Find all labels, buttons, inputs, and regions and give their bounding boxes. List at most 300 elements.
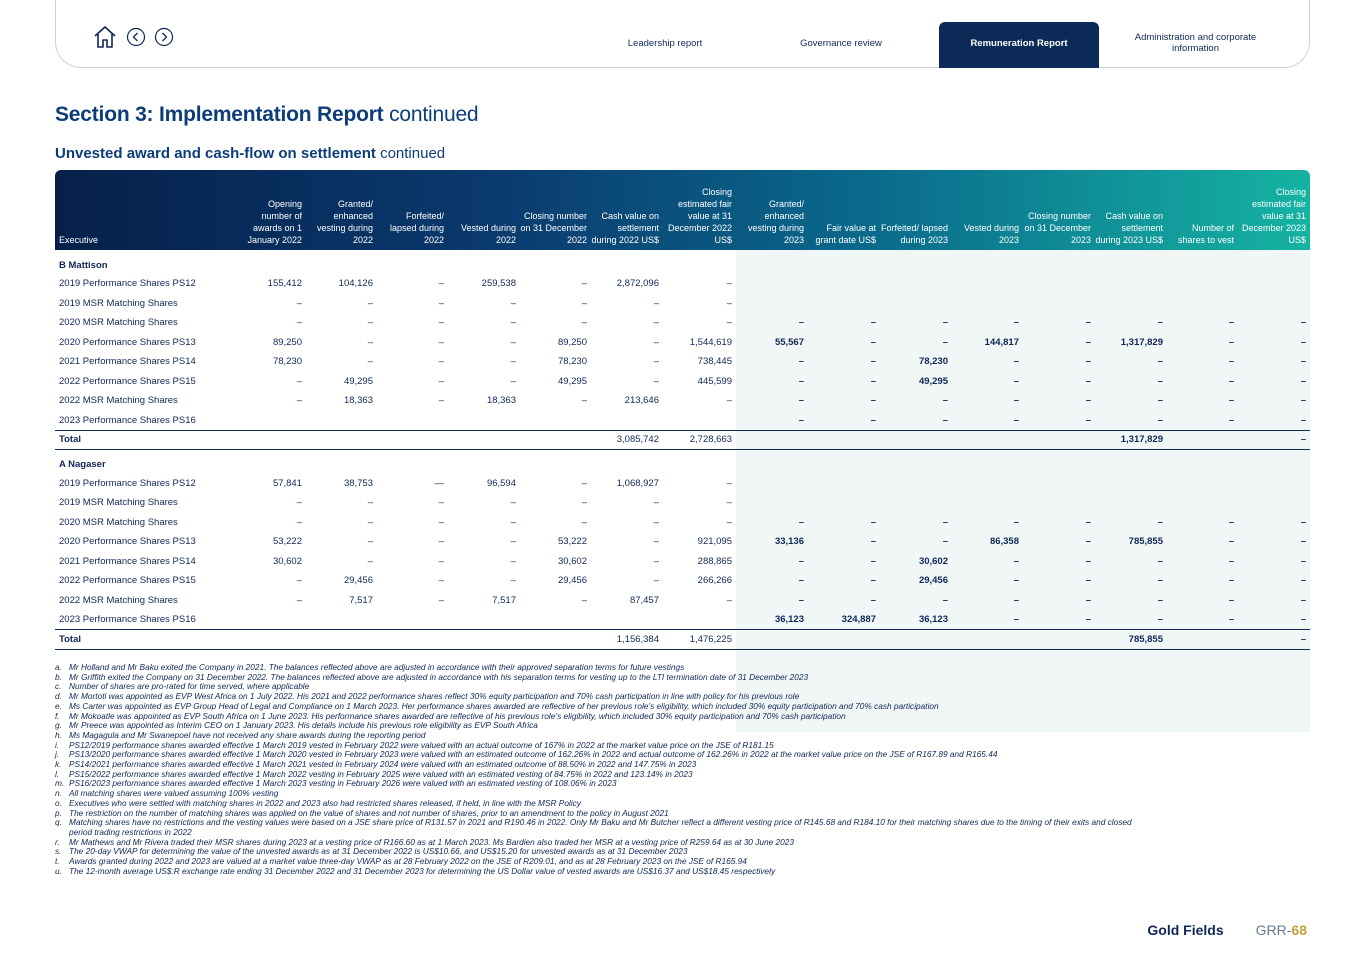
footnote-key: c. bbox=[55, 681, 62, 692]
footnote-text: Mr Mathews and Mr Rivera traded their MSR shares during 2023 at a vesting price of R166.60 as at 1 March 2023. Ms Bardien also traded her MSR at a vesting price of R259.64 as at 30 June 2023 bbox=[69, 836, 794, 847]
table-cell bbox=[1095, 493, 1167, 513]
column-header: Granted/ enhanced vesting during 2022 bbox=[316, 199, 373, 245]
table-cell bbox=[808, 294, 880, 314]
table-cell: – bbox=[726, 516, 732, 528]
footnote-text: Mr Griffith exited the Company on 31 December 2022. The balances reflected above are adjusted in accordance with his separation terms for vesting up to the LTI termination date of 31 December 2023 bbox=[69, 671, 809, 682]
table-cell: – bbox=[1228, 356, 1234, 368]
table-cell bbox=[952, 493, 1023, 513]
table-cell: 259,538 bbox=[481, 278, 516, 290]
top-navigation bbox=[55, 0, 1310, 68]
table-cell bbox=[952, 474, 1023, 494]
table-cell: – bbox=[870, 395, 876, 407]
table-cell: – bbox=[438, 395, 444, 407]
table-cell: – bbox=[581, 497, 587, 509]
table-cell: 78,230 bbox=[272, 356, 302, 368]
table-cell: 57,841 bbox=[272, 477, 302, 489]
table-body bbox=[55, 250, 1310, 649]
table-cell: – bbox=[653, 555, 659, 567]
footnote-text: The 12-month average US$:R exchange rate ending 31 December 2022 and 31 December 2023 for determining the US Dollar value of vested awards are US$16.37 and US$18.45 respectively bbox=[69, 865, 776, 876]
table-cell: – bbox=[510, 516, 516, 528]
table-cell: – bbox=[1300, 516, 1306, 528]
table-cell: – bbox=[653, 297, 659, 309]
footnote-text: All matching shares were valued assuming 100% vesting bbox=[69, 788, 279, 799]
table-cell: – bbox=[296, 516, 302, 528]
table-cell bbox=[1167, 474, 1238, 494]
table-cell: – bbox=[1300, 336, 1306, 348]
footnote-text: PS14/2021 performance shares awarded effective 1 March 2021 vested in February 2024 were valued with an estimated outcome of 88.50% in 2022 and 147.75% in 2023 bbox=[69, 759, 697, 770]
executive-section-row bbox=[55, 250, 1310, 274]
table-cell: – bbox=[1085, 356, 1091, 368]
table-cell: – bbox=[1157, 414, 1163, 426]
table-cell: – bbox=[1157, 356, 1163, 368]
total-cell bbox=[880, 430, 952, 450]
table-cell: – bbox=[942, 516, 948, 528]
total-cell bbox=[736, 430, 808, 450]
table-cell bbox=[1095, 274, 1167, 294]
table-cell: – bbox=[510, 336, 516, 348]
table-cell bbox=[880, 274, 952, 294]
total-label: Total bbox=[55, 430, 239, 450]
table-cell: 49,295 bbox=[557, 375, 587, 387]
table-header-row bbox=[55, 170, 1310, 250]
table-cell: 55,567 bbox=[774, 336, 804, 348]
table-cell bbox=[736, 274, 808, 294]
footnote-key: q. bbox=[55, 817, 62, 828]
table-cell: – bbox=[942, 594, 948, 606]
table-cell: – bbox=[653, 497, 659, 509]
table-cell: – bbox=[581, 317, 587, 329]
footnote-text: Mr Holland and Mr Baku exited the Company in 2021. The balances reflected above are adjusted in accordance with their approved separation terms for future vestings bbox=[69, 662, 685, 672]
table-cell: 53,222 bbox=[557, 536, 587, 548]
table-row bbox=[55, 513, 1310, 533]
table-cell bbox=[377, 610, 448, 630]
table-cell: – bbox=[870, 594, 876, 606]
table-cell: – bbox=[798, 356, 804, 368]
executive-name: A Nagaser bbox=[59, 459, 106, 471]
home-icon[interactable] bbox=[92, 24, 118, 50]
table-cell bbox=[448, 411, 520, 431]
table-cell: – bbox=[1157, 395, 1163, 407]
table-cell: – bbox=[870, 555, 876, 567]
table-cell: 36,123 bbox=[774, 614, 804, 625]
table-cell: 89,250 bbox=[557, 336, 587, 348]
table-cell: – bbox=[653, 516, 659, 528]
page-title: Section 3: Implementation Report continued bbox=[55, 103, 479, 126]
table-cell: – bbox=[1228, 375, 1234, 387]
table-cell: – bbox=[653, 336, 659, 348]
table-cell: – bbox=[1300, 414, 1306, 426]
total-label: Total bbox=[55, 630, 239, 650]
table-cell: – bbox=[510, 317, 516, 329]
total-cell: 1,156,384 bbox=[591, 630, 663, 650]
table-row bbox=[55, 313, 1310, 333]
table-cell: – bbox=[367, 356, 373, 368]
table-cell: – bbox=[1300, 375, 1306, 387]
table-cell: – bbox=[581, 395, 587, 407]
total-cell bbox=[952, 630, 1023, 650]
column-header: Closing estimated fair value at 31 December 2022 US$ bbox=[667, 187, 732, 245]
table-cell: – bbox=[1228, 575, 1234, 587]
table-cell: – bbox=[1228, 555, 1234, 567]
award-name: 2021 Performance Shares PS14 bbox=[59, 555, 196, 567]
table-cell: – bbox=[1085, 575, 1091, 587]
footnote-key: h. bbox=[55, 729, 62, 740]
table-cell: – bbox=[581, 297, 587, 309]
table-cell: – bbox=[438, 375, 444, 387]
footnote-text: Executives who were settled with matching shares in 2022 and 2023 also had restricted shares released, if held, in line with the MSR Policy bbox=[69, 797, 581, 808]
table-cell: – bbox=[870, 375, 876, 387]
total-cell bbox=[1023, 630, 1095, 650]
table-cell: – bbox=[1157, 516, 1163, 528]
table-cell bbox=[736, 493, 808, 513]
table-cell: – bbox=[438, 555, 444, 567]
footnote-text: PS16/2023 performance shares awarded effective 1 March 2023 vesting in February 2026 were valued with an estimated vesting of 108.06% in 2023 bbox=[69, 778, 617, 789]
table-cell bbox=[520, 610, 591, 630]
table-cell: – bbox=[1157, 575, 1163, 587]
table-cell: – bbox=[367, 536, 373, 548]
footnote bbox=[55, 818, 1155, 837]
table-row bbox=[55, 274, 1310, 294]
table-cell: – bbox=[581, 594, 587, 606]
column-header: Forfeited/ lapsed during 2023 bbox=[880, 223, 948, 245]
table-cell: – bbox=[1013, 414, 1019, 426]
nav-icons bbox=[92, 24, 174, 50]
award-name: 2019 Performance Shares PS12 bbox=[59, 477, 196, 489]
award-name: 2022 Performance Shares PS15 bbox=[59, 575, 196, 587]
table-row bbox=[55, 610, 1310, 630]
table-cell: – bbox=[1228, 614, 1234, 625]
tab-leadership-report[interactable]: Leadership report bbox=[627, 37, 703, 49]
table-cell: – bbox=[726, 395, 732, 407]
tab-governance-review[interactable]: Governance review bbox=[800, 37, 882, 49]
table-cell: – bbox=[438, 297, 444, 309]
table-row bbox=[55, 552, 1310, 572]
table-row bbox=[55, 372, 1310, 392]
table-cell: – bbox=[798, 516, 804, 528]
table-cell bbox=[448, 610, 520, 630]
table-cell: 266,266 bbox=[697, 575, 732, 587]
table-cell bbox=[808, 274, 880, 294]
table-cell bbox=[591, 610, 663, 630]
table-cell: – bbox=[296, 497, 302, 509]
footnote-text: PS13/2020 performance shares awarded effective 1 March 2020 vested in February 2023 were valued with an estimated outcome of 162.26% in 2022 and actual outcome of 162.26% in 2022 at the market value price on the JSE of R167.89 and R165.44 bbox=[69, 749, 998, 760]
table-cell bbox=[808, 493, 880, 513]
table-cell: – bbox=[438, 356, 444, 368]
total-cell bbox=[448, 430, 520, 450]
table-cell bbox=[239, 411, 306, 431]
table-cell: 921,095 bbox=[697, 536, 732, 548]
table-cell: – bbox=[438, 278, 444, 290]
total-cell bbox=[880, 630, 952, 650]
table-cell: 30,602 bbox=[918, 555, 948, 567]
table-cell: – bbox=[942, 536, 948, 548]
table-row bbox=[55, 571, 1310, 591]
page-footer bbox=[1147, 922, 1307, 938]
table-cell bbox=[952, 274, 1023, 294]
table-cell: 213,646 bbox=[624, 395, 659, 407]
total-cell bbox=[306, 430, 377, 450]
table-row bbox=[55, 591, 1310, 611]
tab-remuneration-report[interactable]: Remuneration Report bbox=[939, 22, 1099, 64]
table-cell: – bbox=[367, 555, 373, 567]
table-cell: 78,230 bbox=[918, 356, 948, 368]
table-cell: – bbox=[296, 575, 302, 587]
award-name: 2022 MSR Matching Shares bbox=[59, 395, 178, 407]
table-cell: – bbox=[1085, 395, 1091, 407]
table-cell: – bbox=[510, 297, 516, 309]
table-cell bbox=[306, 610, 377, 630]
table-cell: 29,456 bbox=[343, 575, 373, 587]
table-cell: 7,517 bbox=[492, 594, 516, 606]
footnote-text: Number of shares are pro-rated for time served, where applicable bbox=[69, 681, 310, 692]
tab-administration[interactable]: Administration and corporate information bbox=[1134, 32, 1257, 54]
footnote-text: Ms Magagula and Mr Swanepoel have not received any share awards during the reporting period bbox=[69, 729, 426, 740]
footnote-key: k. bbox=[55, 759, 62, 770]
table-row bbox=[55, 474, 1310, 494]
table-cell: 785,855 bbox=[1128, 536, 1163, 548]
table-cell: – bbox=[726, 477, 732, 489]
table-cell: – bbox=[1013, 614, 1019, 625]
table-cell: – bbox=[438, 536, 444, 548]
footnote-key: u. bbox=[55, 865, 62, 876]
table-cell: – bbox=[367, 317, 373, 329]
footnote-key: g. bbox=[55, 720, 62, 731]
table-cell: – bbox=[1157, 375, 1163, 387]
table-cell: – bbox=[798, 317, 804, 329]
table-cell: 738,445 bbox=[697, 356, 732, 368]
column-header: Closing number on 31 December 2023 bbox=[1024, 211, 1091, 245]
footnote-key: j. bbox=[55, 749, 60, 760]
table-cell: 49,295 bbox=[918, 375, 948, 387]
page-number: GRR-68 bbox=[1255, 922, 1307, 938]
total-cell bbox=[520, 430, 591, 450]
brand-name: Gold Fields bbox=[1147, 922, 1224, 938]
table-cell: – bbox=[1085, 414, 1091, 426]
table-cell: 18,363 bbox=[486, 395, 516, 407]
awards-table bbox=[55, 170, 1310, 650]
table-cell: – bbox=[1300, 317, 1306, 329]
table-cell: – bbox=[798, 594, 804, 606]
total-cell: – bbox=[1238, 630, 1310, 650]
table-cell bbox=[1167, 274, 1238, 294]
table-cell: – bbox=[296, 375, 302, 387]
total-cell bbox=[448, 630, 520, 650]
table-cell bbox=[239, 610, 306, 630]
table-cell: – bbox=[870, 336, 876, 348]
table-cell: – bbox=[1157, 317, 1163, 329]
table-cell: 33,136 bbox=[774, 536, 804, 548]
column-header: Executive bbox=[59, 235, 99, 245]
footnotes bbox=[55, 663, 1155, 876]
table-cell: 29,456 bbox=[918, 575, 948, 587]
table-cell: 1,317,829 bbox=[1120, 336, 1163, 348]
table-cell: – bbox=[581, 516, 587, 528]
total-cell bbox=[520, 630, 591, 650]
table-cell: 104,126 bbox=[338, 278, 373, 290]
footnote-key: r. bbox=[55, 836, 60, 847]
section-subtitle: Unvested award and cash-flow on settlement continued bbox=[55, 145, 446, 162]
table-cell bbox=[880, 474, 952, 494]
footnote-text: Mr Preece was appointed as Interim CEO on 1 January 2023. His details include his previous role eligibility as EVP South Africa bbox=[69, 720, 538, 731]
footnote-key: p. bbox=[55, 807, 62, 818]
table-cell: – bbox=[438, 575, 444, 587]
award-name: 2020 MSR Matching Shares bbox=[59, 516, 178, 528]
table-cell: – bbox=[1085, 317, 1091, 329]
table-cell: – bbox=[510, 536, 516, 548]
table-row bbox=[55, 352, 1310, 372]
table-cell: – bbox=[942, 414, 948, 426]
table-cell: – bbox=[1157, 594, 1163, 606]
award-name: 2020 Performance Shares PS13 bbox=[59, 336, 196, 348]
table-cell bbox=[1023, 493, 1095, 513]
table-cell: 445,599 bbox=[697, 375, 732, 387]
award-name: 2019 Performance Shares PS12 bbox=[59, 278, 196, 290]
executive-section-row bbox=[55, 450, 1310, 474]
column-header: Cash value on settlement during 2022 US$ bbox=[591, 211, 659, 245]
table-cell: – bbox=[1228, 536, 1234, 548]
table-cell: – bbox=[726, 297, 732, 309]
table-cell: – bbox=[1085, 555, 1091, 567]
footnote-key: t. bbox=[55, 856, 60, 867]
total-cell bbox=[1167, 430, 1238, 450]
footnote-text: Ms Carter was appointed as EVP Group Head of Legal and Compliance on 1 March 2023. Her performance shares awarded are reflective of her previous role’s eligibility, which included 30% equity participation and 70% cash participation bbox=[69, 700, 939, 711]
footnote-key: e. bbox=[55, 700, 62, 711]
footnote-key: d. bbox=[55, 691, 62, 702]
table-cell bbox=[591, 411, 663, 431]
executive-name: B Mattison bbox=[59, 259, 108, 271]
table-row bbox=[55, 411, 1310, 431]
table-cell bbox=[520, 411, 591, 431]
table-cell bbox=[1238, 474, 1310, 494]
column-header: Cash value on settlement during 2023 US$ bbox=[1095, 211, 1163, 245]
table-cell bbox=[736, 474, 808, 494]
table-cell: – bbox=[1013, 375, 1019, 387]
table-cell: 2,872,096 bbox=[616, 278, 659, 290]
footnote-key: n. bbox=[55, 788, 62, 799]
table-cell: 86,358 bbox=[989, 536, 1019, 548]
table-cell: – bbox=[510, 555, 516, 567]
total-cell bbox=[1167, 630, 1238, 650]
table-cell bbox=[1167, 493, 1238, 513]
table-cell bbox=[1023, 274, 1095, 294]
table-cell: – bbox=[798, 375, 804, 387]
table-row bbox=[55, 391, 1310, 411]
table-row bbox=[55, 493, 1310, 513]
table-row bbox=[55, 333, 1310, 353]
total-cell: – bbox=[1238, 430, 1310, 450]
table-cell: – bbox=[581, 477, 587, 489]
table-cell: – bbox=[1085, 375, 1091, 387]
total-cell: 2,728,663 bbox=[663, 430, 736, 450]
footnote-key: l. bbox=[55, 768, 60, 779]
table-cell: 288,865 bbox=[697, 555, 732, 567]
award-name: 2020 Performance Shares PS13 bbox=[59, 536, 196, 548]
column-header: Closing number on 31 December 2022 bbox=[520, 211, 587, 245]
table-cell bbox=[952, 294, 1023, 314]
back-arrow-icon[interactable] bbox=[126, 27, 146, 47]
table-cell: – bbox=[1228, 395, 1234, 407]
table-cell bbox=[1023, 474, 1095, 494]
footnote-key: i. bbox=[55, 739, 60, 750]
total-cell: 1,317,829 bbox=[1095, 430, 1167, 450]
table-cell: 7,517 bbox=[349, 594, 373, 606]
table-cell: – bbox=[1013, 516, 1019, 528]
table-cell: – bbox=[1228, 516, 1234, 528]
table-cell: – bbox=[1228, 594, 1234, 606]
column-header: Fair value at grant date US$ bbox=[815, 223, 876, 245]
table-cell: – bbox=[296, 395, 302, 407]
table-cell: – bbox=[1300, 395, 1306, 407]
table-cell: 144,817 bbox=[984, 336, 1019, 348]
table-cell: 324,887 bbox=[841, 614, 876, 625]
table-cell bbox=[1023, 294, 1095, 314]
award-name: 2022 Performance Shares PS15 bbox=[59, 375, 196, 387]
footnote-key: s. bbox=[55, 846, 62, 857]
forward-arrow-icon[interactable] bbox=[154, 27, 174, 47]
table-cell: – bbox=[1085, 516, 1091, 528]
table-cell: 1,068,927 bbox=[616, 477, 659, 489]
table-cell: – bbox=[296, 594, 302, 606]
footnote-key: a. bbox=[55, 662, 62, 672]
table-cell bbox=[808, 474, 880, 494]
table-cell: – bbox=[653, 356, 659, 368]
footnote-text: Mr Mokoatle was appointed as EVP South Africa on 1 June 2023. His performance shares awarded are reflective of his previous role’s eligibility, which included 30% equity participation and 70% cash participation bbox=[69, 710, 846, 721]
total-cell: 3,085,742 bbox=[591, 430, 663, 450]
table-cell: – bbox=[653, 375, 659, 387]
total-cell bbox=[377, 630, 448, 650]
awards-table-wrapper bbox=[55, 170, 1310, 650]
table-cell: – bbox=[942, 317, 948, 329]
column-header: Opening number of awards on 1 January 2022 bbox=[247, 199, 302, 245]
table-cell: – bbox=[1085, 336, 1091, 348]
table-row bbox=[55, 532, 1310, 552]
table-cell: – bbox=[726, 594, 732, 606]
table-cell: – bbox=[1157, 555, 1163, 567]
table-cell bbox=[663, 610, 736, 630]
table-cell bbox=[377, 411, 448, 431]
column-header: Forfeited/ lapsed during 2022 bbox=[389, 211, 444, 245]
table-cell: – bbox=[1085, 594, 1091, 606]
table-cell: – bbox=[870, 575, 876, 587]
table-cell: – bbox=[1300, 536, 1306, 548]
table-cell: – bbox=[367, 297, 373, 309]
table-cell: 96,594 bbox=[486, 477, 516, 489]
total-cell bbox=[306, 630, 377, 650]
table-cell: 36,123 bbox=[918, 614, 948, 625]
table-cell: – bbox=[653, 317, 659, 329]
award-name: 2021 Performance Shares PS14 bbox=[59, 356, 196, 368]
table-cell bbox=[736, 294, 808, 314]
column-header: Vested during 2023 bbox=[963, 223, 1019, 245]
award-name: 2020 MSR Matching Shares bbox=[59, 317, 178, 329]
table-cell bbox=[1238, 493, 1310, 513]
total-row bbox=[55, 630, 1310, 650]
footnote-text: Mr Mortoti was appointed as EVP West Africa on 1 July 2022. His 2021 and 2022 performance shares reflect 30% equity participation and 70% cash participation in line with policy for his previous role bbox=[69, 691, 800, 702]
table-cell: – bbox=[653, 575, 659, 587]
total-cell bbox=[239, 430, 306, 450]
column-header: Number of shares to vest bbox=[1177, 223, 1234, 245]
table-row bbox=[55, 294, 1310, 314]
table-cell bbox=[880, 294, 952, 314]
table-cell: – bbox=[942, 336, 948, 348]
table-cell: – bbox=[1157, 614, 1163, 625]
table-cell: – bbox=[1300, 594, 1306, 606]
footnote-text: PS12/2019 performance shares awarded effective 1 March 2019 vested in February 2022 were valued with an actual outcome of 167% in 2022 at the market value price on the JSE of R181.15 bbox=[69, 739, 774, 750]
table-cell bbox=[663, 411, 736, 431]
award-name: 2019 MSR Matching Shares bbox=[59, 497, 178, 509]
table-cell: – bbox=[367, 497, 373, 509]
table-cell: – bbox=[1013, 356, 1019, 368]
